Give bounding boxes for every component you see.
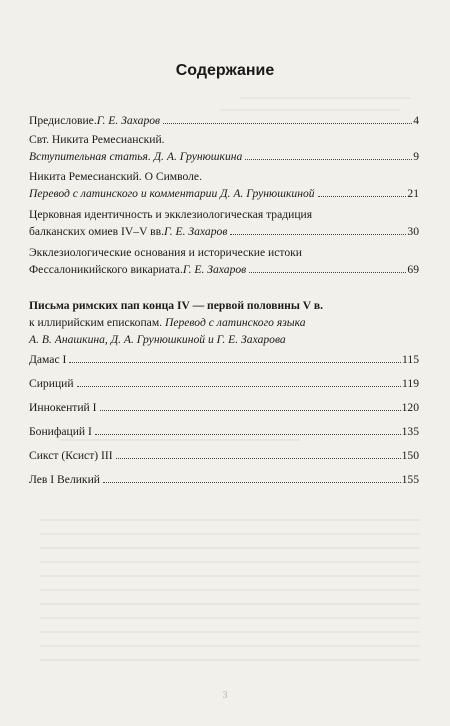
dot-leader <box>230 234 406 235</box>
toc-entry-church-identity <box>29 206 419 240</box>
dot-leader <box>77 386 401 387</box>
toc-entry-title: Никита Ремесианский. О Символе. <box>29 170 202 183</box>
toc-entry-author: Г. Е. Захаров <box>96 114 161 127</box>
dot-leader <box>69 362 401 363</box>
pope-name: Лев I Великий <box>29 473 100 486</box>
toc-entry-line <box>29 223 419 240</box>
toc-entry-line <box>29 112 419 129</box>
toc-page-number: 150 <box>401 449 419 462</box>
toc-page-number: 4 <box>413 114 419 127</box>
toc-entry-title: Церковная идентичность и экклезиологическая традиция <box>29 208 313 221</box>
section-subtitle <box>29 314 419 331</box>
pope-name: Дамас I <box>29 353 67 366</box>
section-heading: Письма римских пап конца IV — первой половины V в. <box>29 299 324 312</box>
toc-page-number: 135 <box>401 425 419 438</box>
toc-pope-item <box>29 375 419 392</box>
toc-page-number: 30 <box>407 225 419 238</box>
toc-page-number: 9 <box>413 150 419 163</box>
toc-entry-text: Предисловие. <box>29 114 97 127</box>
pope-name: Сириций <box>29 377 74 390</box>
toc-entry-preface <box>29 112 419 129</box>
toc-section-letters <box>29 297 419 348</box>
toc-entry-author: Г. Е. Захаров <box>182 263 247 276</box>
toc-pope-item <box>29 471 419 488</box>
section-translators: А. В. Анашкина, Д. А. Грунюшкиной и Г. Е. Захарова <box>29 333 286 346</box>
page-title: Содержание <box>175 62 275 79</box>
dot-leader <box>103 482 401 483</box>
dot-leader <box>249 272 406 273</box>
toc-pope-item <box>29 351 419 368</box>
toc-entry-nikita-symbol <box>29 168 419 202</box>
toc-entry-author: Вступительная статья. Д. А. Грунюшкина <box>29 150 243 163</box>
dot-leader <box>318 196 407 197</box>
toc-page-number: 119 <box>402 377 419 390</box>
pope-name: Бонифаций I <box>29 425 92 438</box>
toc-pope-item <box>29 447 419 464</box>
toc-page-number: 21 <box>407 187 419 200</box>
toc-page-number: 120 <box>401 401 419 414</box>
pope-name: Иннокентий I <box>29 401 97 414</box>
section-subtitle-translation: Перевод с латинского языка <box>164 316 306 329</box>
toc-entry-line <box>29 261 419 278</box>
toc-pope-item <box>29 399 419 416</box>
toc-entry-author: Г. Е. Захаров <box>164 225 228 238</box>
toc-pope-item <box>29 423 419 440</box>
toc-entry-title: Свт. Никита Ремесианский. <box>29 133 165 146</box>
toc-entry-nikita-intro <box>29 131 419 165</box>
toc-entry-text: балканских омиев IV–V вв. <box>29 225 164 238</box>
toc-entry-vicariate <box>29 244 419 278</box>
dot-leader <box>163 123 412 124</box>
toc-page-number: 155 <box>401 473 419 486</box>
dot-leader <box>116 458 401 459</box>
toc-pope-list <box>29 351 419 488</box>
toc-page-number: 69 <box>407 263 419 276</box>
toc-entry-line <box>29 185 419 202</box>
dot-leader <box>100 410 401 411</box>
toc-entry-text: Фессалоникийского викариата. <box>29 263 183 276</box>
dot-leader <box>95 434 401 435</box>
folio-number: 3 <box>222 690 228 701</box>
toc-entry-author: Перевод с латинского и комментарии Д. А. Грунюшкиной <box>29 187 315 200</box>
toc-entry-title: Экклезиологические основания и исторические истоки <box>29 246 302 259</box>
section-subtitle-text: к иллирийским епископам. <box>29 316 165 329</box>
dot-leader <box>245 159 412 160</box>
toc-entry-line <box>29 148 419 165</box>
pope-name: Сикст (Ксист) III <box>29 449 113 462</box>
toc-page-number: 115 <box>402 353 419 366</box>
